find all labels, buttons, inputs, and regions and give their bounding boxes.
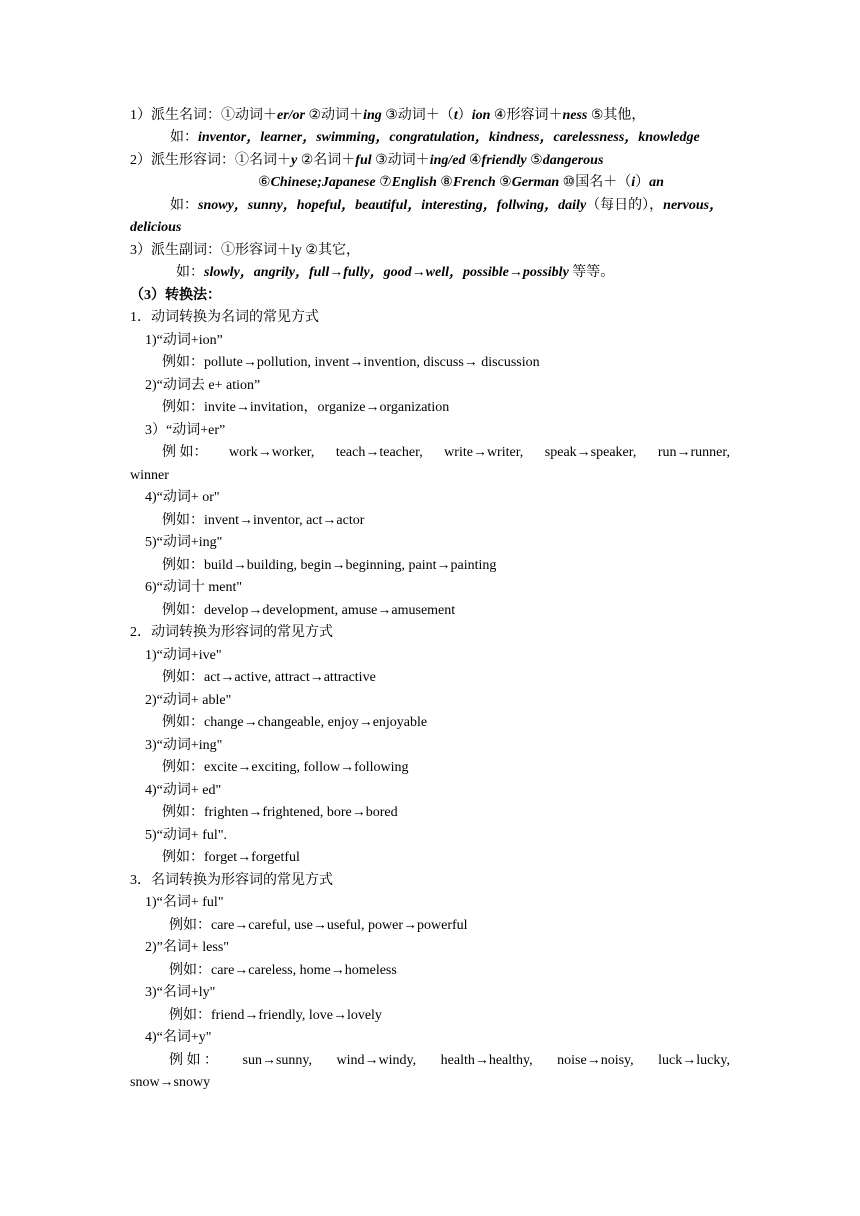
example-5 <box>162 848 300 868</box>
text: ④ <box>465 153 482 168</box>
text: t <box>453 108 458 123</box>
text: ②名词＋ <box>297 153 356 168</box>
line-adjective-examples <box>170 196 723 216</box>
text: inventor，learner，swimming，congratulation，kindness，carelessness，knowledge <box>198 130 700 145</box>
text: winner <box>130 468 169 483</box>
text: 3）派生副词：①形容词＋ly ②其它， <box>130 243 360 258</box>
text: ness <box>562 108 588 123</box>
text: speak→speaker, <box>544 445 637 460</box>
text: 3）“动词+er” <box>145 423 226 438</box>
text: 2)“动词去 e+ ation” <box>145 378 261 393</box>
text: ） <box>457 108 472 123</box>
text: 例如：act→active, attract→attractive <box>162 670 376 685</box>
text: health→healthy, <box>440 1053 533 1068</box>
rule-4 <box>145 1028 212 1048</box>
text: 例如：invent→inventor, act→actor <box>162 513 365 528</box>
text: friendly <box>481 153 527 168</box>
text: an <box>649 175 664 190</box>
rule-4 <box>145 488 220 508</box>
rule-2 <box>145 938 229 958</box>
text: ⑤ <box>526 153 543 168</box>
section-heading-conversion <box>130 286 221 306</box>
text: French <box>452 175 496 190</box>
text: English <box>391 175 437 190</box>
line-adverb-examples <box>176 263 614 283</box>
text: 例如：forget→forgetful <box>162 850 300 865</box>
text: 2)“动词+ able" <box>145 693 232 708</box>
example-5 <box>162 556 496 576</box>
rule-1 <box>145 331 223 351</box>
rule-1 <box>145 646 222 666</box>
text: 4)“动词+ or" <box>145 490 220 505</box>
text: dangerous <box>542 153 604 168</box>
text: ion <box>471 108 491 123</box>
text: 2）派生形容词：①名词＋ <box>130 153 291 168</box>
text: 3)“名词+ly" <box>145 985 216 1000</box>
example-1 <box>169 916 468 936</box>
text: 6)“动词十 ment" <box>145 580 243 595</box>
text: 2．动词转换为形容词的常见方式 <box>130 625 333 640</box>
text: 1)“名词+ ful" <box>145 895 224 910</box>
text: slowly，angrily，full→fully，good→well，possible→possibly <box>204 265 569 280</box>
text: ③动词＋（ <box>381 108 454 123</box>
text: 例如：build→building, begin→beginning, paint→painting <box>162 558 497 573</box>
text: 2)”名词+ less" <box>145 940 229 955</box>
text: 1)“动词+ion” <box>145 333 223 348</box>
line-derived-nouns <box>130 106 645 126</box>
example-2 <box>162 398 449 418</box>
text: ful <box>355 153 372 168</box>
text: 例 如： <box>162 445 208 460</box>
text: ⑥ <box>258 175 271 190</box>
text: delicious <box>130 220 182 235</box>
text: write→writer, <box>444 445 524 460</box>
example-4 <box>162 511 364 531</box>
example-3-cont <box>130 466 169 486</box>
text: work→worker, <box>228 445 315 460</box>
text: 4)“名词+y" <box>145 1030 212 1045</box>
line-derived-adjectives-cont <box>258 173 664 193</box>
text: 1)“动词+ive" <box>145 648 222 663</box>
text: luck→lucky, <box>658 1053 730 1068</box>
text: 3．名词转换为形容词的常见方式 <box>130 873 333 888</box>
rule-3 <box>145 736 222 756</box>
text: 1．动词转换为名词的常见方式 <box>130 310 319 325</box>
line-derived-adverbs <box>130 241 360 261</box>
heading-verb-to-adjective <box>130 623 333 643</box>
text: er/or <box>277 108 305 123</box>
text: ⑩国名＋（ <box>559 175 632 190</box>
text: snowy，sunny，hopeful，beautiful，interesting，follwing，daily <box>198 198 587 213</box>
rule-3 <box>145 421 225 441</box>
rule-4 <box>145 781 221 801</box>
example-4-cont <box>130 1073 210 1093</box>
text: nervous， <box>663 198 724 213</box>
line-noun-examples <box>170 128 700 148</box>
text: i <box>631 175 636 190</box>
text: 5)“动词+ ful". <box>145 828 228 843</box>
example-3 <box>162 758 409 778</box>
text: （每日的）， <box>586 198 664 213</box>
text: ③动词＋ <box>371 153 430 168</box>
example-4 <box>162 803 398 823</box>
text: 如： <box>170 198 198 213</box>
text: noise→noisy, <box>557 1053 634 1068</box>
example-1 <box>162 668 376 688</box>
text: ⑨ <box>495 175 512 190</box>
line-derived-adjectives <box>130 151 603 171</box>
text: ⑧ <box>436 175 453 190</box>
line-adjective-examples-cont <box>130 218 181 238</box>
example-6 <box>162 601 455 621</box>
text: 例 如 ： <box>169 1053 218 1068</box>
text: 如： <box>176 265 204 280</box>
text: ⑦ <box>375 175 392 190</box>
text: 例如：care→careful, use→useful, power→powerful <box>169 918 468 933</box>
example-4-justified <box>169 1051 730 1071</box>
heading-verb-to-noun <box>130 308 319 328</box>
text: 例如：care→careless, home→homeless <box>169 963 397 978</box>
text: ⑤其他， <box>587 108 646 123</box>
text: 1）派生名词：①动词＋ <box>130 108 277 123</box>
text: snow→snowy <box>130 1075 211 1090</box>
text: run→runner, <box>657 445 730 460</box>
text: 等等。 <box>568 265 615 280</box>
text: ④形容词＋ <box>490 108 563 123</box>
text: （3）转换法： <box>130 288 221 303</box>
text: ②动词＋ <box>305 108 364 123</box>
text: 例如：excite→exciting, follow→following <box>162 760 409 775</box>
text: German <box>511 175 560 190</box>
text: 5)“动词+ing" <box>145 535 223 550</box>
text: 例如：invite→invitation，organize→organization <box>162 400 450 415</box>
text: 3)“动词+ing" <box>145 738 223 753</box>
text: ） <box>635 175 650 190</box>
rule-2 <box>145 376 260 396</box>
text: 例如：develop→development, amuse→amusement <box>162 603 456 618</box>
heading-noun-to-adjective <box>130 871 333 891</box>
text: ing/ed <box>429 153 466 168</box>
text: Chinese;Japanese <box>270 175 376 190</box>
text: sun→sunny, <box>242 1053 313 1068</box>
rule-6 <box>145 578 242 598</box>
rule-3 <box>145 983 215 1003</box>
text: 例如：pollute→pollution, invent→invention, discuss→ discussion <box>162 355 540 370</box>
example-1 <box>162 353 540 373</box>
text: y <box>291 153 298 168</box>
rule-5 <box>145 533 222 553</box>
example-2 <box>169 961 397 981</box>
rule-1 <box>145 893 224 913</box>
text: wind→windy, <box>336 1053 417 1068</box>
rule-5 <box>145 826 227 846</box>
text: 如： <box>170 130 198 145</box>
text: 例如：friend→friendly, love→lovely <box>169 1008 382 1023</box>
text: 4)“动词+ ed" <box>145 783 222 798</box>
example-3-justified <box>162 443 730 463</box>
text: 例如：change→changeable, enjoy→enjoyable <box>162 715 428 730</box>
rule-2 <box>145 691 231 711</box>
text: ing <box>363 108 382 123</box>
example-2 <box>162 713 427 733</box>
text: 例如：frighten→frightened, bore→bored <box>162 805 398 820</box>
text: teach→teacher, <box>335 445 423 460</box>
example-3 <box>169 1006 382 1026</box>
